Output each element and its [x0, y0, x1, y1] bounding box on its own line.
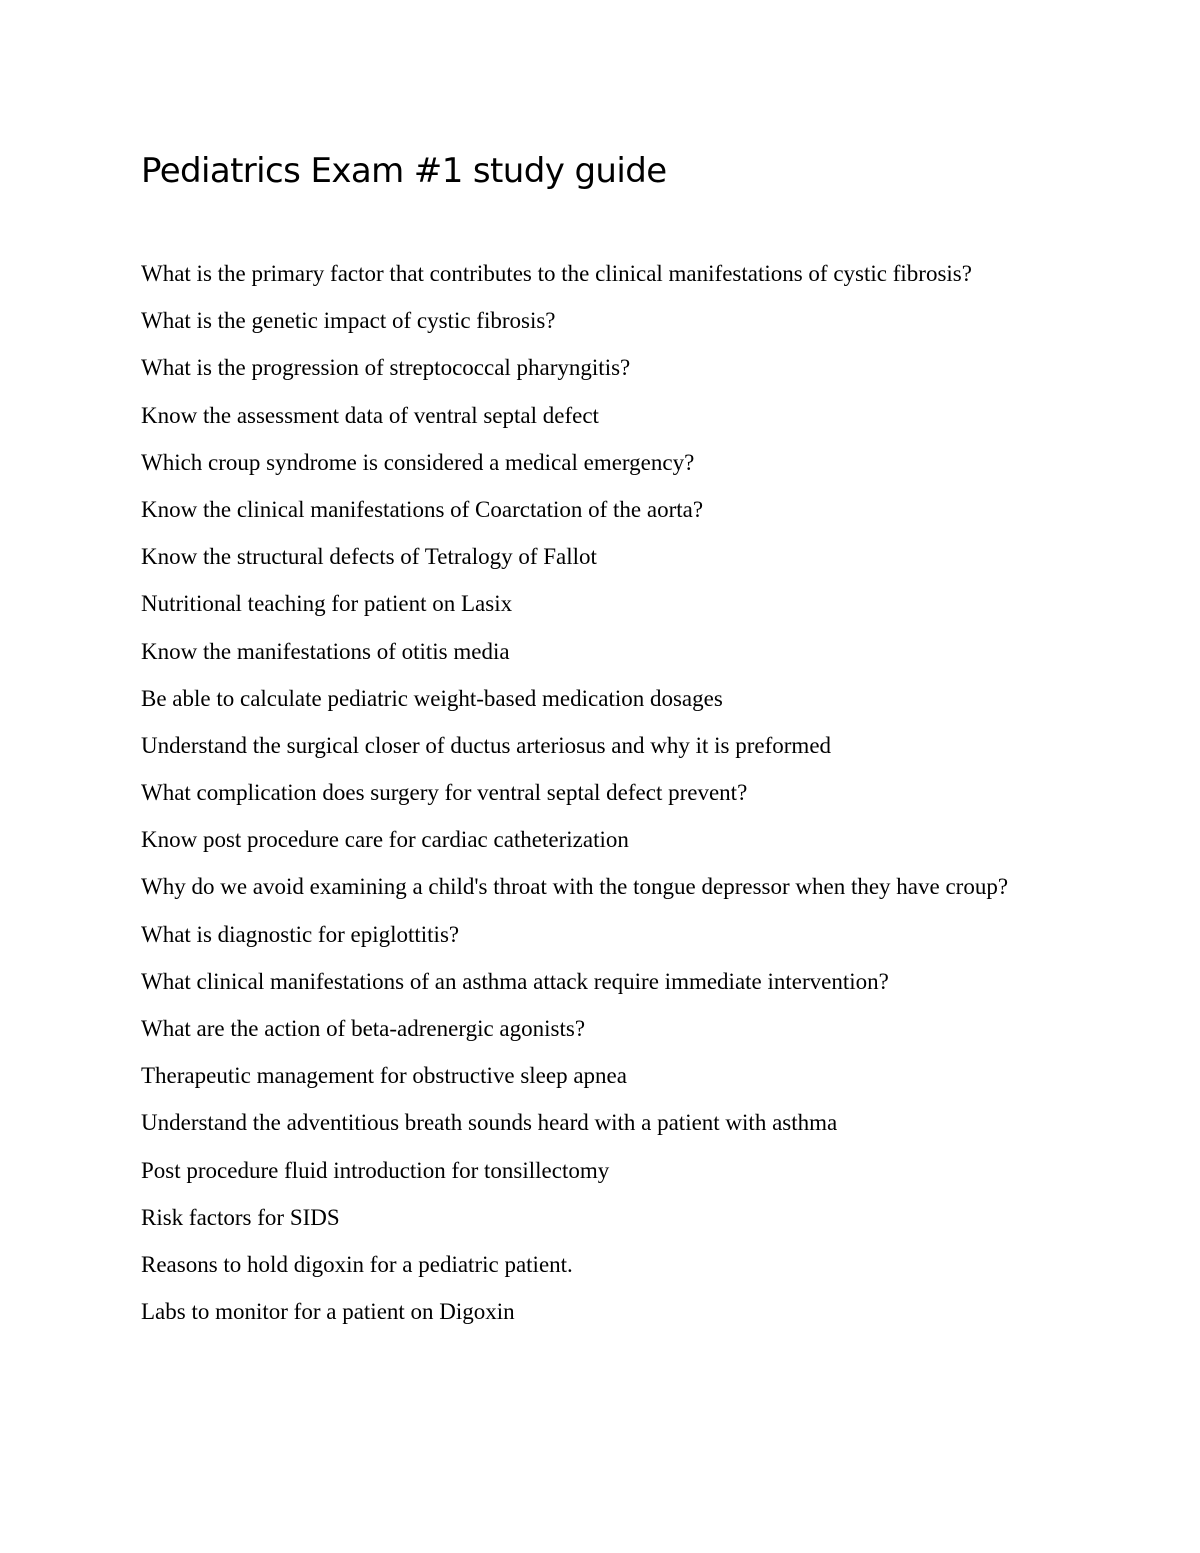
- study-question: Labs to monitor for a patient on Digoxin: [141, 1299, 515, 1325]
- study-question: Know the manifestations of otitis media: [141, 638, 510, 664]
- study-question: Understand the adventitious breath sounds heard with a patient with asthma: [141, 1110, 838, 1136]
- study-question: What are the action of beta-adrenergic agonists?: [141, 1016, 586, 1041]
- study-question: What is the primary factor that contributes to the clinical manifestations of cystic fibrosis?: [141, 261, 972, 286]
- study-question: Know post procedure care for cardiac catheterization: [141, 827, 629, 853]
- study-question: Be able to calculate pediatric weight-based medication dosages: [141, 685, 723, 711]
- study-question: What is the progression of streptococcal pharyngitis?: [141, 355, 631, 381]
- study-question: Know the assessment data of ventral septal defect: [141, 402, 599, 428]
- study-question: Reasons to hold digoxin for a pediatric patient.: [141, 1251, 573, 1277]
- study-question: Post procedure fluid introduction for tonsillectomy: [141, 1157, 610, 1183]
- study-question: Why do we avoid examining a child's throat with the tongue depressor when they have croup?: [141, 874, 1009, 900]
- study-question: Know the structural defects of Tetralogy of Fallot: [141, 544, 597, 570]
- study-question: Therapeutic management for obstructive sleep apnea: [141, 1063, 627, 1089]
- study-question: What complication does surgery for ventral septal defect prevent?: [141, 780, 748, 806]
- study-question-list: [141, 258, 1046, 1343]
- page-title: Pediatrics Exam #1 study guide: [141, 151, 667, 191]
- study-question: Know the clinical manifestations of Coarctation of the aorta?: [141, 496, 704, 522]
- study-question: What is the genetic impact of cystic fibrosis?: [141, 308, 556, 334]
- study-question: What is diagnostic for epiglottitis?: [141, 921, 460, 947]
- study-question: What clinical manifestations of an asthma attack require immediate intervention?: [141, 968, 889, 994]
- study-question: Understand the surgical closer of ductus arteriosus and why it is preformed: [141, 732, 832, 758]
- study-question: Nutritional teaching for patient on Lasix: [141, 591, 513, 617]
- study-question: Which croup syndrome is considered a medical emergency?: [141, 449, 695, 475]
- study-question: Risk factors for SIDS: [141, 1204, 340, 1230]
